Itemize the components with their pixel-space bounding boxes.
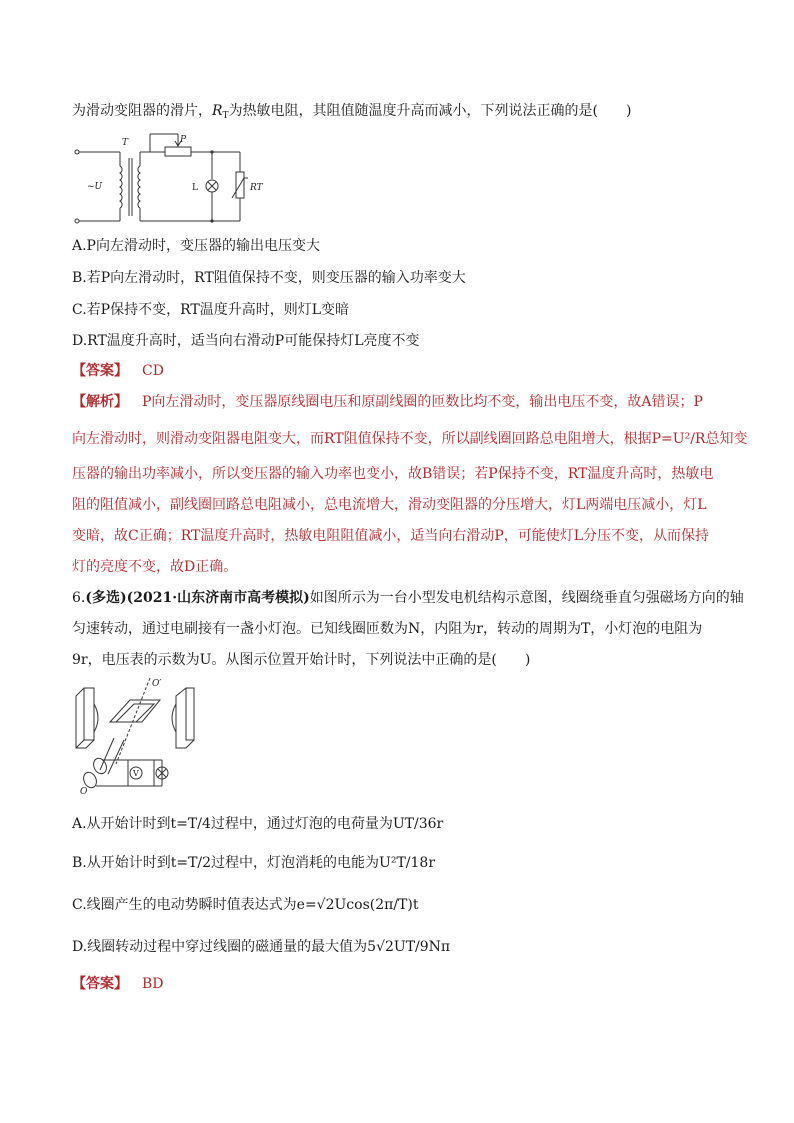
q5-analysis-line-1	[72, 392, 703, 412]
axis-bottom-label: O	[80, 787, 88, 796]
q5-option-b: B.若P向左滑动时，RT阻值保持不变，则变压器的输入功率变大	[72, 270, 466, 286]
voltage-label: ~U	[87, 182, 103, 192]
voltmeter-label: V	[133, 769, 139, 778]
q5-answer-row	[72, 361, 164, 381]
transformer-label: T	[122, 138, 129, 148]
q6-stem-line-3: 9r，电压表的示数为U。从图示位置开始计时，下列说法中正确的是( )	[72, 652, 531, 668]
q5-answer: CD	[142, 363, 164, 379]
q6-answer-tag: 【答案】	[72, 976, 128, 992]
q5-option-c: C.若P保持不变，RT温度升高时，则灯L变暗	[72, 302, 350, 318]
q5-option-d: D.RT温度升高时，适当向右滑动P可能保持灯L亮度不变	[72, 333, 420, 349]
q6-answer: BD	[142, 976, 164, 992]
q6-stem-line-1	[72, 588, 744, 608]
q5-answer-tag: 【答案】	[72, 363, 128, 379]
q6-option-c: C.线圈产生的电动势瞬时值表达式为e=√2Ucos(2π/T)t	[72, 897, 419, 913]
q5-analysis-line-6: 灯的亮度不变，故D正确。	[72, 559, 238, 575]
q6-option-d: D.线圈转动过程中穿过线圈的磁通量的最大值为5√2UT/9Nπ	[72, 939, 451, 955]
q5-stem: 为滑动变阻器的滑片，$R_T$为热敏电阻，其阻值随温度升高而减小，下列说法正确的是( )	[72, 103, 632, 121]
q6-tag: (多选)	[85, 590, 127, 606]
q5-circuit-diagram	[72, 128, 272, 224]
q5-option-a: A.P向左滑动时，变压器的输出电压变大	[72, 238, 320, 254]
q5-analysis-line-2: 向左滑动时，则滑动变阻器电阻变大，而RT阻值保持不变，所以副线圈回路总电阻增大，根据P=U²/R总知变	[72, 431, 748, 447]
q5-analysis-text-1: P向左滑动时，变压器原线圈电压和原副线圈的匝数比均不变，输出电压不变，故A错误；P	[142, 394, 703, 410]
lamp-label: L	[192, 183, 198, 193]
q6-option-b: B.从开始计时到t=T/2过程中，灯泡消耗的电能为U²T/18r	[72, 855, 436, 871]
q6-generator-figure	[72, 678, 212, 796]
q5-stem-part-b: 为热敏电阻，其阻值随温度升高而减小，下列说法正确的是( )	[228, 103, 632, 119]
q5-analysis-line-4: 阻的阻值减小，副线圈回路总电阻减小，总电流增大，滑动变阻器的分压增大，灯L两端电压减小，灯L	[72, 497, 707, 513]
axis-top-label: O′	[152, 679, 162, 689]
q5-analysis-line-3: 压器的输出功率减小，所以变压器的输入功率也变小，故B错误；若P保持不变，RT温度升高时，热敏电	[72, 466, 714, 482]
slider-label: P	[180, 135, 187, 145]
thermistor-label: RT	[250, 183, 263, 193]
q6-answer-row	[72, 974, 164, 994]
q6-stem-text-1: 如图所示为一台小型发电机结构示意图，线圈绕垂直匀强磁场方向的轴	[309, 590, 744, 606]
q6-option-a: A.从开始计时到t=T/4过程中，通过灯泡的电荷量为UT/36r	[72, 816, 444, 832]
q5-stem-part-a: 为滑动变阻器的滑片，	[72, 103, 212, 119]
q6-source: (2021·山东济南市高考模拟)	[126, 590, 310, 606]
q5-analysis-tag: 【解析】	[72, 394, 128, 410]
q6-number: 6.	[72, 590, 86, 606]
q6-stem-line-2: 匀速转动，通过电刷接有一盏小灯泡。已知线圈匝数为N，内阻为r，转动的周期为T，小灯泡的电阻为	[72, 621, 703, 637]
q5-analysis-line-5: 变暗，故C正确；RT温度升高时，热敏电阻阻值减小，适当向右滑动P，可能使灯L分压不变，从而保持	[72, 528, 710, 544]
